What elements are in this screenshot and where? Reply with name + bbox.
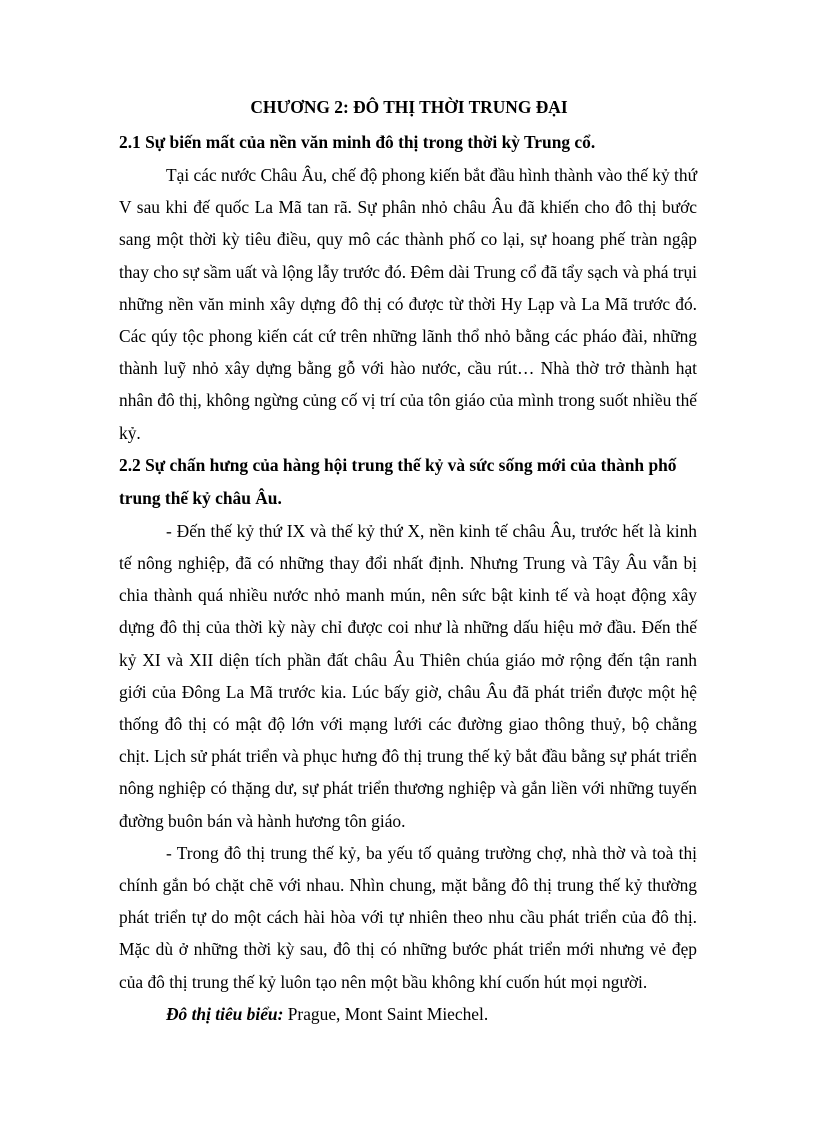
typical-cities-text: Prague, Mont Saint Miechel. — [283, 1003, 489, 1024]
section-heading-2-2: 2.2 Sự chấn hưng của hàng hội trung thế kỷ và sức sống mới của thành phố trung thế kỷ châu Âu. — [119, 454, 677, 508]
paragraph: - Đến thế kỷ thứ IX và thế kỷ thứ X, nền kinh tế châu Âu, trước hết là kinh tế nông nghiệp, đã có những thay đổi nhất định. Nhưng Trung và Tây Âu vẫn bị chia thành quá nhiều nước nhỏ manh mún, nên sức bật kinh tế và hoạt động xây dựng đô thị của thời kỳ này chỉ được coi như là những dấu hiệu mở đầu. Đến thế kỷ XI và XII diện tích phần đất châu Âu Thiên chúa giáo mở rộng đến tận ranh giới của Đông La Mã trước kia. Lúc bấy giờ, châu Âu đã phát triển được một hệ thống đô thị có mật độ lớn với mạng lưới các đường giao thông thuỷ, bộ chằng chịt. Lịch sử phát triển và phục hưng đô thị trung thế kỷ bắt đầu bằng sự phát triển nông nghiệp có thặng dư, sự phát triển thương nghiệp và gắn liền với những tuyến đường buôn bán và hành hương tôn giáo. — [119, 520, 697, 831]
paragraph: - Trong đô thị trung thế kỷ, ba yếu tố quảng trường chợ, nhà thờ và toà thị chính gắn bó chặt chẽ với nhau. Nhìn chung, mặt bằng đô thị trung thế kỷ thường phát triển tự do một cách hài hòa với tự nhiên theo nhu cầu phát triển của đô thị. Mặc dù ở những thời kỳ sau, đô thị có những bước phát triển mới nhưng vẻ đẹp của đô thị trung thế kỷ luôn tạo nên một bầu không khí cuốn hút mọi người. — [119, 842, 697, 992]
chapter-title: CHƯƠNG 2: ĐÔ THỊ THỜI TRUNG ĐẠI — [250, 97, 568, 117]
section-heading-2-1: 2.1 Sự biến mất của nền văn minh đô thị trong thời kỳ Trung cổ. — [119, 132, 596, 152]
typical-cities-label: Đô thị tiêu biểu: — [166, 1003, 284, 1024]
typical-cities-line — [119, 998, 697, 1030]
document-page — [119, 96, 697, 1030]
paragraph: Tại các nước Châu Âu, chế độ phong kiến bắt đầu hình thành vào thế kỷ thứ V sau khi đế quốc La Mã tan rã. Sự phân nhỏ châu Âu đã khiến cho đô thị bước sang một thời kỳ tiêu điều, quy mô các thành phố co lại, sự hoang phế tràn ngập thay cho sự sầm uất và lộng lẫy trước đó. Đêm dài Trung cổ đã tẩy sạch và phá trụi những nền văn minh xây dựng đô thị có được từ thời Hy Lạp và La Mã trước đó. Các qúy tộc phong kiến cát cứ trên những lãnh thổ nhỏ bằng các pháo đài, những thành luỹ nhỏ xây dựng bằng gỗ với hào nước, cầu rút… Nhà thờ trở thành hạt nhân đô thị, không ngừng củng cố vị trí của tôn giáo của mình trong suốt nhiều thế kỷ. — [119, 165, 697, 443]
